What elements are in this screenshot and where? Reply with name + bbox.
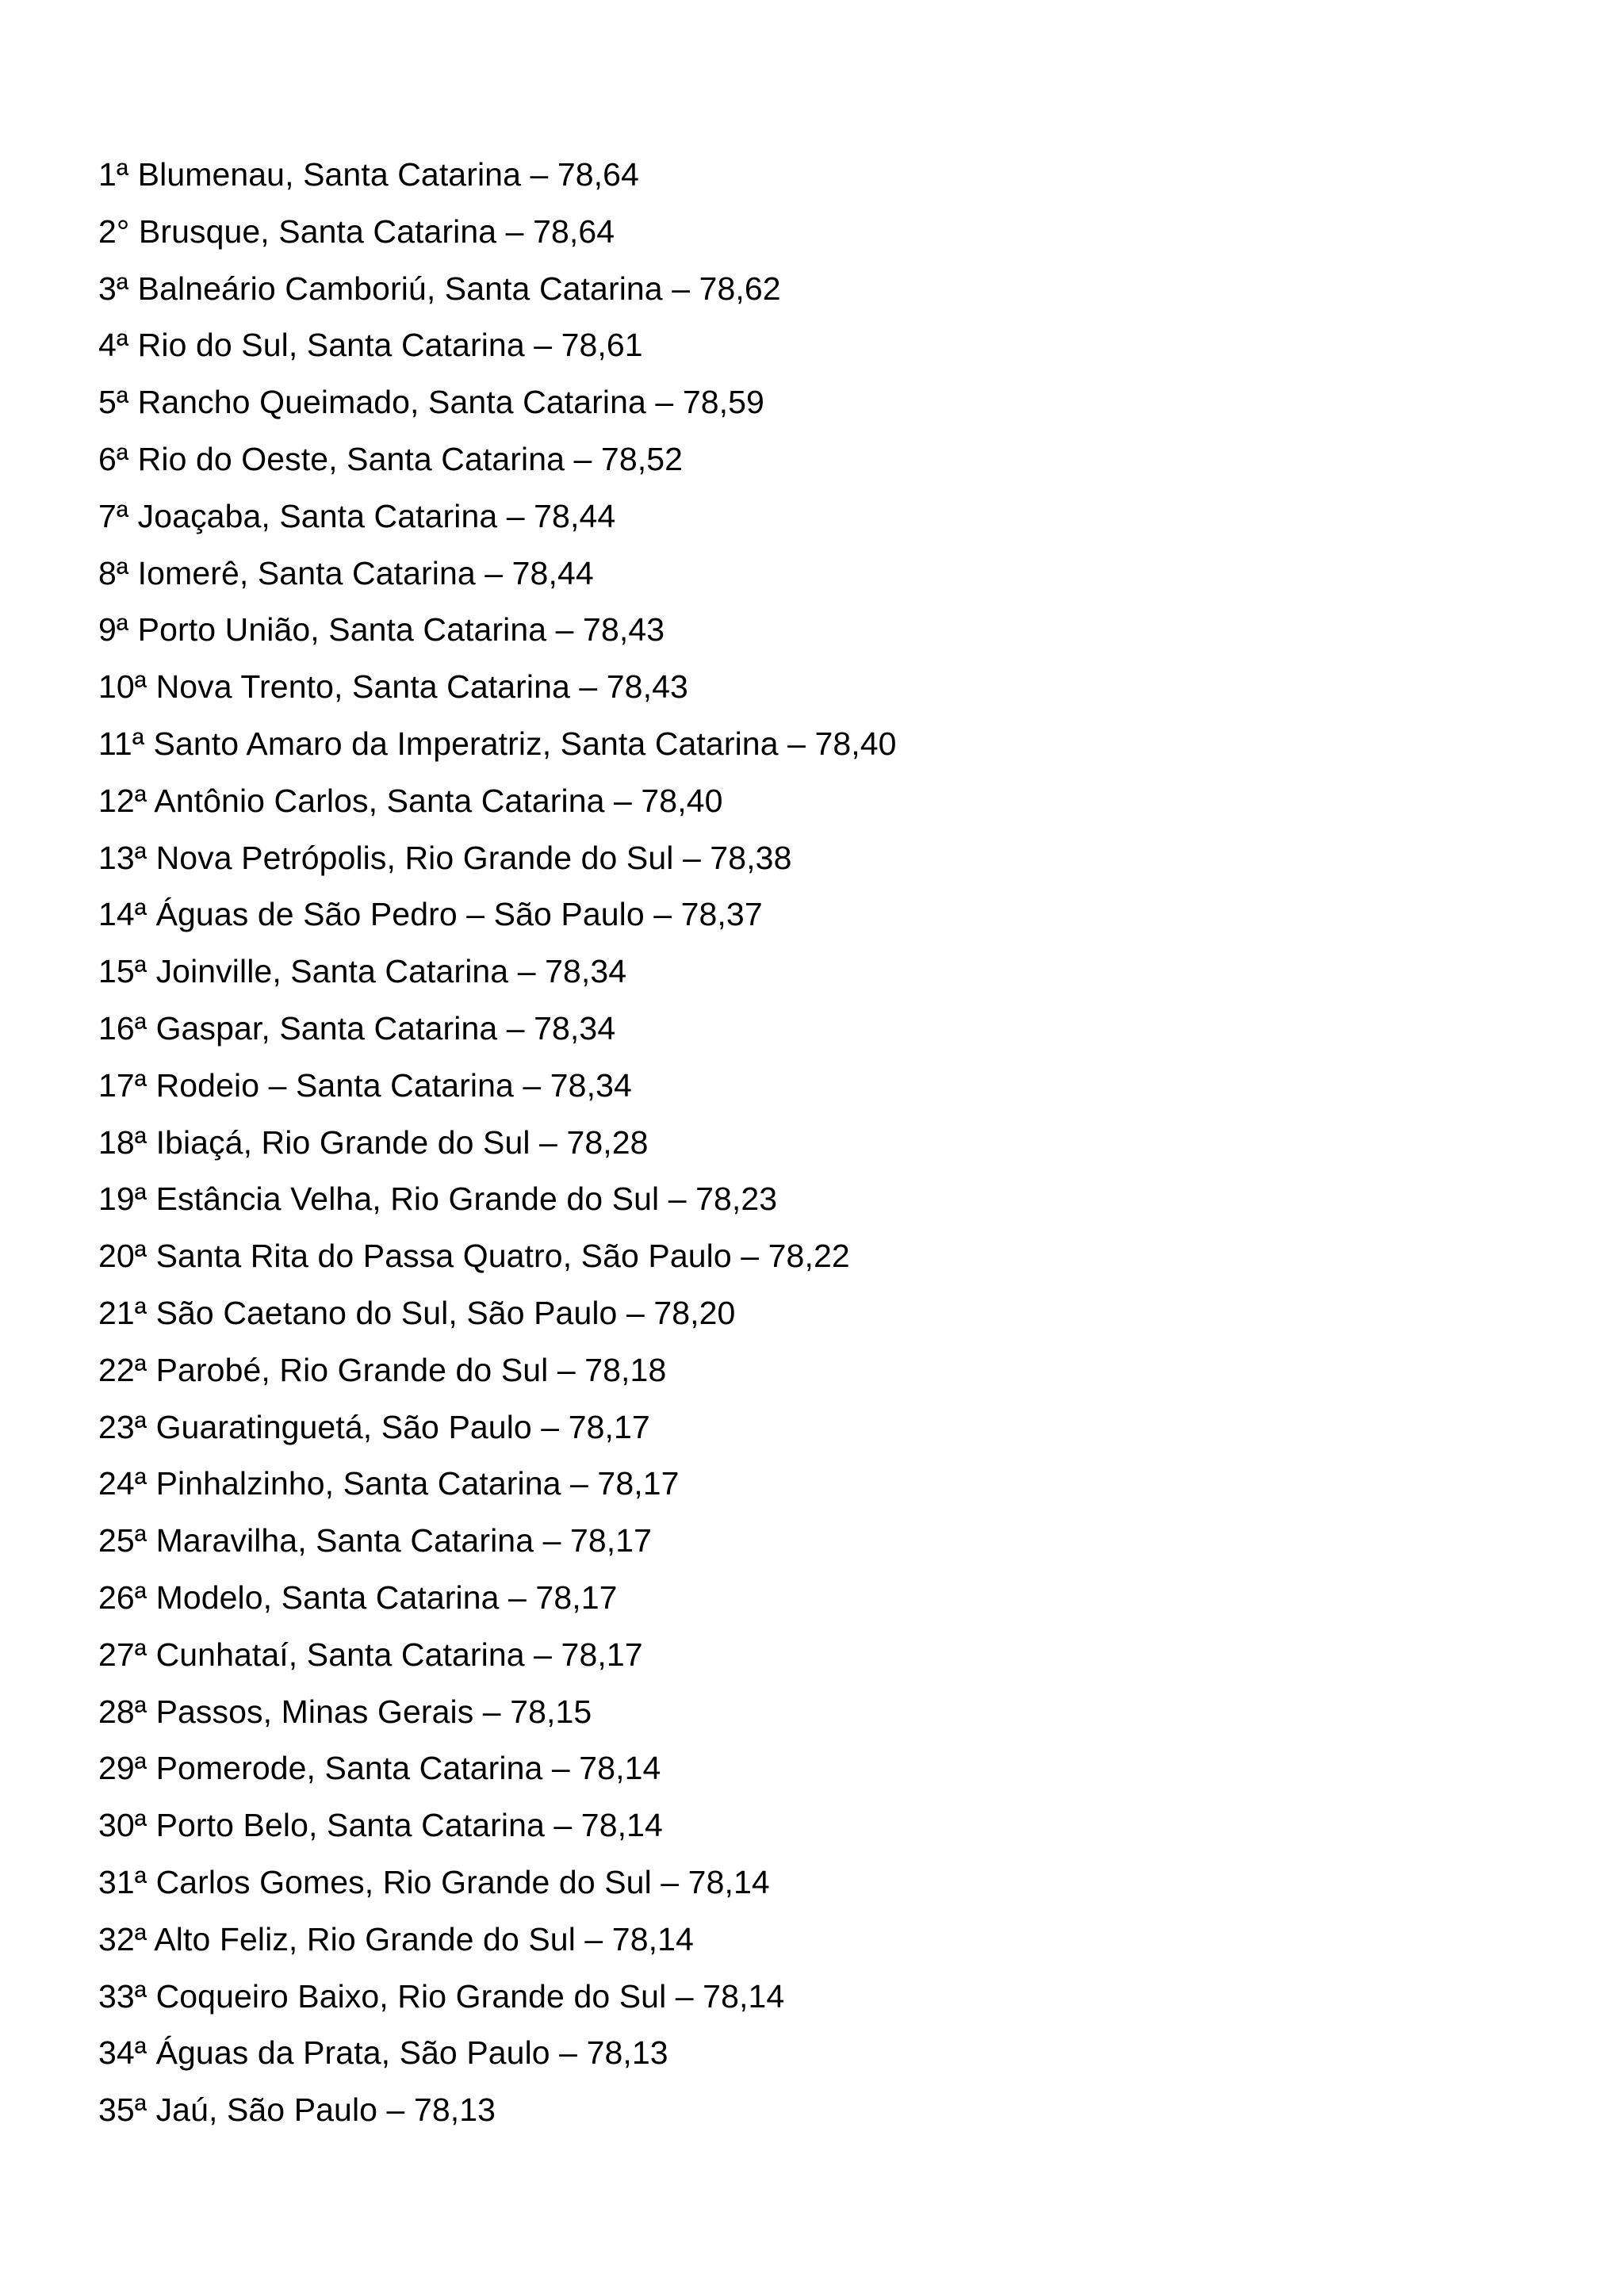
list-item: 22ª Parobé, Rio Grande do Sul – 78,18 [98, 1351, 667, 1388]
list-item: 23ª Guaratinguetá, São Paulo – 78,17 [98, 1408, 650, 1445]
list-item: 4ª Rio do Sul, Santa Catarina – 78,61 [98, 327, 643, 364]
list-item: 11ª Santo Amaro da Imperatriz, Santa Catarina – 78,40 [98, 725, 897, 762]
list-item: 27ª Cunhataí, Santa Catarina – 78,17 [98, 1636, 643, 1673]
list-item: 2° Brusque, Santa Catarina – 78,64 [98, 212, 615, 250]
list-item: 16ª Gaspar, Santa Catarina – 78,34 [98, 1009, 616, 1047]
list-item: 21ª São Caetano do Sul, São Paulo – 78,20 [98, 1294, 736, 1331]
list-item: 8ª Iomerê, Santa Catarina – 78,44 [98, 554, 594, 591]
list-item: 5ª Rancho Queimado, Santa Catarina – 78,59 [98, 384, 764, 421]
list-item: 33ª Coqueiro Baixo, Rio Grande do Sul – 78,14 [98, 1977, 785, 2015]
list-item: 24ª Pinhalzinho, Santa Catarina – 78,17 [98, 1465, 680, 1502]
list-item: 28ª Passos, Minas Gerais – 78,15 [98, 1693, 592, 1730]
list-item: 25ª Maravilha, Santa Catarina – 78,17 [98, 1522, 653, 1559]
list-item: 14ª Águas de São Pedro – São Paulo – 78,37 [98, 896, 763, 933]
list-item: 26ª Modelo, Santa Catarina – 78,17 [98, 1578, 618, 1616]
list-item: 35ª Jaú, São Paulo – 78,13 [98, 2091, 496, 2129]
list-item: 13ª Nova Petrópolis, Rio Grande do Sul – 78,38 [98, 839, 792, 876]
list-item: 19ª Estância Velha, Rio Grande do Sul – 78,23 [98, 1181, 778, 1218]
list-item: 1ª Blumenau, Santa Catarina – 78,64 [98, 156, 639, 193]
list-item: 32ª Alto Feliz, Rio Grande do Sul – 78,14 [98, 1920, 694, 1957]
list-item: 30ª Porto Belo, Santa Catarina – 78,14 [98, 1807, 663, 1844]
list-item: 3ª Balneário Camboriú, Santa Catarina – 78,62 [98, 270, 781, 307]
list-item: 29ª Pomerode, Santa Catarina – 78,14 [98, 1750, 661, 1787]
list-item: 15ª Joinville, Santa Catarina – 78,34 [98, 953, 627, 990]
list-item: 9ª Porto União, Santa Catarina – 78,43 [98, 611, 665, 649]
list-item: 18ª Ibiaçá, Rio Grande do Sul – 78,28 [98, 1123, 649, 1161]
list-item: 10ª Nova Trento, Santa Catarina – 78,43 [98, 668, 688, 706]
list-item: 12ª Antônio Carlos, Santa Catarina – 78,40 [98, 782, 723, 819]
ranking-list [98, 151, 897, 2143]
list-item: 31ª Carlos Gomes, Rio Grande do Sul – 78,14 [98, 1863, 770, 1900]
list-item: 6ª Rio do Oeste, Santa Catarina – 78,52 [98, 440, 684, 477]
list-item: 20ª Santa Rita do Passa Quatro, São Paulo – 78,22 [98, 1238, 850, 1275]
list-item: 34ª Águas da Prata, São Paulo – 78,13 [98, 2034, 668, 2072]
list-item: 17ª Rodeio – Santa Catarina – 78,34 [98, 1066, 632, 1104]
list-item: 7ª Joaçaba, Santa Catarina – 78,44 [98, 497, 616, 534]
